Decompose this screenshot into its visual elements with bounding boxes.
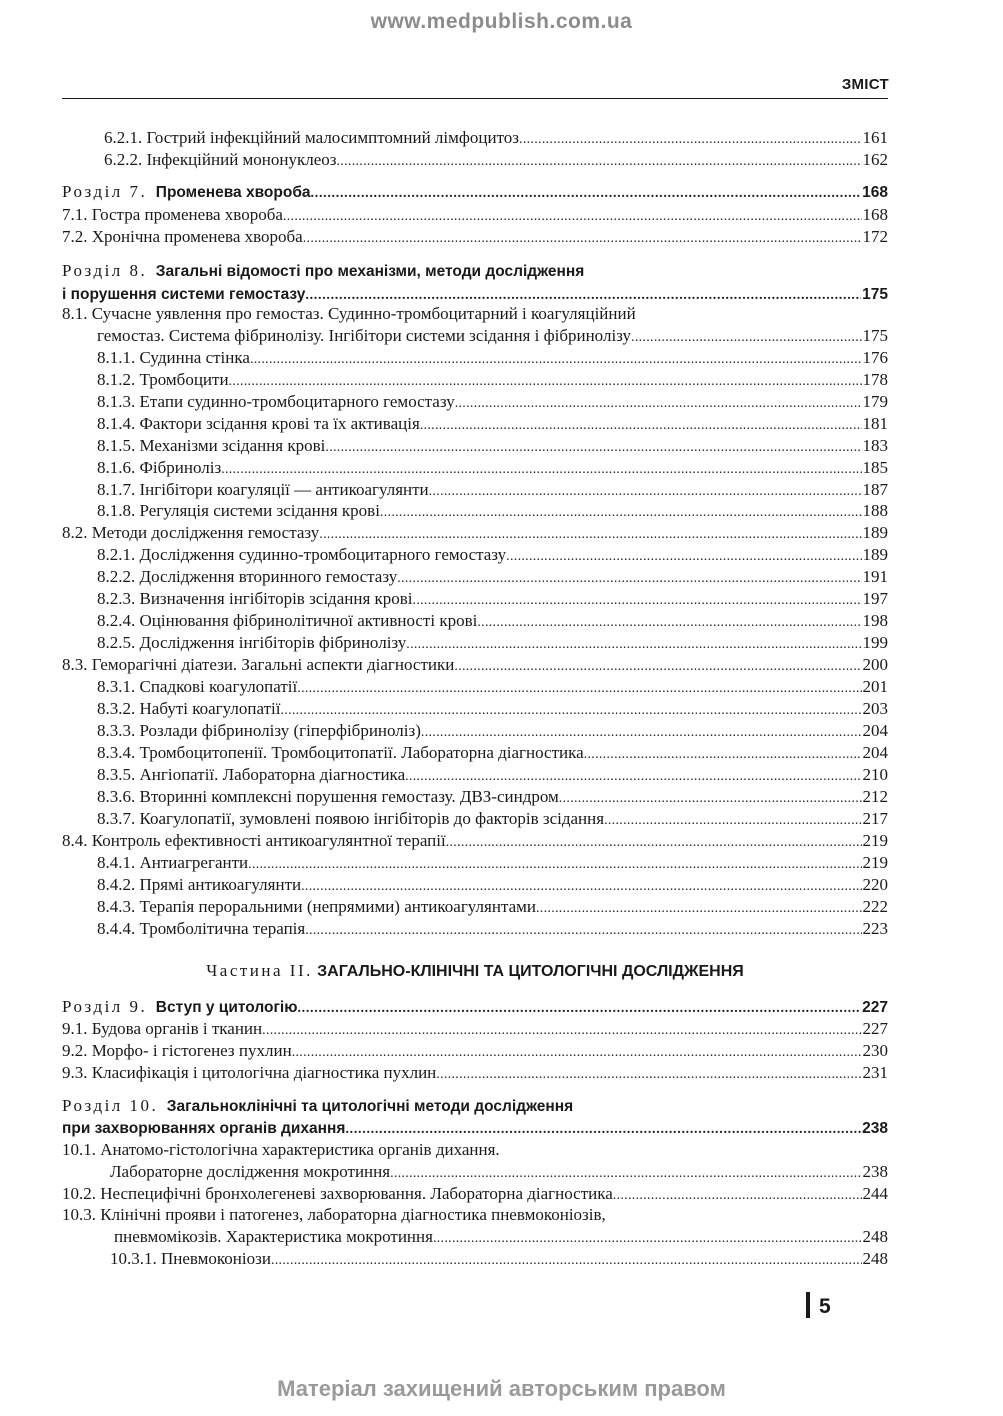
toc-entry[interactable] <box>62 588 888 610</box>
toc-entry-page: 198 <box>862 611 888 630</box>
toc-entry-page: 238 <box>862 1162 888 1181</box>
toc-entry-page: 244 <box>862 1184 888 1203</box>
toc-entry-title: 8.1.4. Фактори зсідання крові та їх активація <box>97 414 420 433</box>
section-prefix: Розділ 10. <box>62 1096 159 1115</box>
toc-entry-title: 8.1.8. Регуляція системи зсідання крові <box>97 501 380 520</box>
toc-entry-page: 248 <box>862 1249 888 1268</box>
toc-entry[interactable] <box>62 522 888 544</box>
toc-entry-page: 172 <box>862 227 888 246</box>
toc-entry[interactable] <box>62 918 888 940</box>
toc-entry-page: 219 <box>862 853 888 872</box>
section-title-cont: і порушення системи гемостазу <box>62 286 306 303</box>
toc-entry-title: 9.1. Будова органів і тканин <box>62 1019 263 1038</box>
toc-entry[interactable] <box>62 566 888 588</box>
toc-entry[interactable] <box>62 435 888 457</box>
toc-entry-page: 230 <box>862 1041 888 1060</box>
toc-entry-page: 185 <box>862 458 888 477</box>
toc-entry[interactable] <box>62 347 888 369</box>
toc-entry-page: 191 <box>862 567 888 586</box>
toc-entry-page: 201 <box>862 677 888 696</box>
toc-entry-page: 175 <box>862 286 888 303</box>
toc-entry[interactable] <box>62 764 888 786</box>
toc-entry-line2[interactable] <box>62 325 888 347</box>
toc-section-10-line2[interactable] <box>62 1117 888 1139</box>
toc-entry[interactable] <box>62 413 888 435</box>
running-header: ЗМІСТ <box>841 76 889 93</box>
toc-entry[interactable] <box>62 369 888 391</box>
toc-entry-page: 183 <box>862 436 888 455</box>
toc-entry-title: 9.2. Морфо- і гістогенез пухлин <box>62 1041 292 1060</box>
toc-entry-title: 9.3. Класифікація і цитологічна діагностика пухлин <box>62 1063 437 1082</box>
toc-entry-page: 227 <box>862 1019 888 1038</box>
toc-entry-page: 204 <box>862 721 888 740</box>
toc-entry[interactable] <box>62 226 888 248</box>
toc-entry-line2[interactable] <box>62 1226 888 1248</box>
toc-entry-page: 175 <box>862 326 888 345</box>
toc-entry-title: 8.4.4. Тромболітична терапія <box>97 919 306 938</box>
toc-entry-page: 212 <box>862 787 888 806</box>
toc-entry[interactable] <box>62 676 888 698</box>
toc-entry-title: 7.2. Хронічна променева хвороба <box>62 227 303 246</box>
toc-section-8-line2[interactable] <box>62 283 888 305</box>
toc-entry-title: 6.2.2. Інфекційний мононуклеоз <box>104 150 337 169</box>
toc-entry-title: 8.1.3. Етапи судинно-тромбоцитарного гемостазу <box>97 392 455 411</box>
toc-entry[interactable] <box>62 127 888 149</box>
toc-entry-title: 10.3.1. Пневмоконіози <box>110 1249 271 1268</box>
watermark-bottom: Матеріал захищений авторським правом <box>277 1376 726 1401</box>
section-title: Загальні відомості про механізми, методи дослідження <box>155 263 585 280</box>
section-prefix: Розділ 9. <box>62 997 148 1016</box>
toc-entry[interactable] <box>62 786 888 808</box>
toc-entry-title-cont: Лабораторне дослідження мокротиння <box>110 1162 391 1181</box>
toc-entry-title: 8.1.7. Інгібітори коагуляції — антикоагулянти <box>97 480 429 499</box>
toc-entry[interactable] <box>62 808 888 830</box>
toc-entry[interactable] <box>62 852 888 874</box>
toc-entry[interactable] <box>62 654 888 676</box>
toc-entry-title: 8.2. Методи дослідження гемостазу <box>62 523 320 542</box>
toc-entry[interactable] <box>62 479 888 501</box>
toc-entry-title: 8.3. Геморагічні діатези. Загальні аспекти діагностики <box>62 655 455 674</box>
toc-entry-page: 222 <box>862 897 888 916</box>
toc-entry-page: 189 <box>862 545 888 564</box>
toc-entry-title: 8.2.1. Дослідження судинно-тромбоцитарного гемостазу <box>97 545 507 564</box>
toc-entry-page: 220 <box>862 875 888 894</box>
toc-entry-title: 10.2. Неспецифічні бронхолегеневі захворювання. Лабораторна діагностика <box>62 1184 613 1203</box>
toc-entry-page: 219 <box>862 831 888 850</box>
toc-entry-page: 197 <box>862 589 888 608</box>
page-number-value: 5 <box>819 1295 831 1318</box>
toc-entry-title: 8.4.1. Антиагреганти <box>97 853 249 872</box>
toc-section-7[interactable] <box>62 181 888 203</box>
toc-entry[interactable] <box>62 742 888 764</box>
toc-entry-title: 10.1. Анатомо-гістологічна характеристика органів дихання. <box>62 1140 500 1159</box>
toc-entry[interactable] <box>62 830 888 852</box>
toc-entry-title: 8.1.1. Судинна стінка <box>97 348 250 367</box>
toc-entry[interactable] <box>62 874 888 896</box>
toc-entry-title: 8.2.2. Дослідження вторинного гемостазу <box>97 567 398 586</box>
part-prefix: Частина II. <box>206 961 313 980</box>
toc-entry-page: 161 <box>862 128 888 147</box>
table-of-contents <box>62 0 888 1300</box>
page-number <box>806 1292 831 1322</box>
toc-entry[interactable] <box>62 544 888 566</box>
toc-entry-page: 176 <box>862 348 888 367</box>
toc-entry[interactable] <box>62 500 888 522</box>
toc-entry-title: 6.2.1. Гострий інфекційний малосимптомний лімфоцитоз <box>104 128 520 147</box>
toc-entry-title: 8.3.3. Розлади фібринолізу (гіперфібриноліз) <box>97 721 421 740</box>
toc-entry-page: 227 <box>862 999 888 1016</box>
section-title: Променева хвороба <box>155 184 311 201</box>
toc-entry-title-cont: гемостаз. Система фібринолізу. Інгібітори системи зсідання і фібринолізу <box>97 326 632 345</box>
toc-entry-page: 231 <box>862 1063 888 1082</box>
toc-entry-title-cont: пневмомікозів. Характеристика мокротиння <box>114 1227 433 1246</box>
toc-entry-page: 203 <box>862 699 888 718</box>
toc-entry-title: 10.3. Клінічні прояви і патогенез, лабораторна діагностика пневмоконіозів, <box>62 1205 606 1224</box>
toc-entry-title: 8.2.4. Оцінювання фібринолітичної активності крові <box>97 611 478 630</box>
watermark-top: www.medpublish.com.ua <box>370 10 633 33</box>
toc-part-2[interactable] <box>62 959 888 983</box>
toc-entry-page: 248 <box>862 1227 888 1246</box>
section-prefix: Розділ 7. <box>62 182 148 201</box>
toc-entry-page: 179 <box>862 392 888 411</box>
toc-entry-title: 8.3.5. Ангіопатії. Лабораторна діагностика <box>97 765 406 784</box>
toc-entry-title: 8.1.5. Механізми зсідання крові <box>97 436 326 455</box>
toc-section-10-line1[interactable] <box>62 1095 888 1117</box>
toc-entry-page: 162 <box>862 150 888 169</box>
toc-entry[interactable] <box>62 149 888 171</box>
toc-entry-line2[interactable] <box>62 1161 888 1183</box>
toc-entry-page: 217 <box>862 809 888 828</box>
section-title: Вступ у цитологію <box>155 999 298 1016</box>
toc-entry[interactable] <box>62 698 888 720</box>
toc-entry-title: 8.1.6. Фібриноліз <box>97 458 222 477</box>
toc-entry[interactable] <box>62 204 888 226</box>
toc-entry-page: 178 <box>862 370 888 389</box>
toc-entry[interactable] <box>62 1183 888 1205</box>
toc-entry-line1[interactable] <box>62 1204 888 1226</box>
toc-entry-title: 8.3.6. Вторинні комплексні порушення гемостазу. ДВЗ-синдром <box>97 787 559 806</box>
page-number-bar <box>806 1292 810 1318</box>
toc-entry-title: 8.3.2. Набуті коагулопатії <box>97 699 281 718</box>
toc-entry-page: 187 <box>862 480 888 499</box>
toc-entry-title: 8.4.2. Прямі антикоагулянти <box>97 875 302 894</box>
toc-entry[interactable] <box>62 610 888 632</box>
toc-entry-page: 168 <box>862 184 888 201</box>
toc-entry[interactable] <box>62 1040 888 1062</box>
toc-section-9[interactable] <box>62 996 888 1018</box>
toc-entry-title: 8.2.5. Дослідження інгібіторів фібринолізу <box>97 633 407 652</box>
toc-entry[interactable] <box>62 720 888 742</box>
toc-entry-page: 189 <box>862 523 888 542</box>
toc-entry[interactable] <box>62 1248 888 1270</box>
toc-entry-title: 7.1. Гостра променева хвороба <box>62 205 283 224</box>
toc-entry-title: 8.3.1. Спадкові коагулопатії <box>97 677 298 696</box>
toc-entry[interactable] <box>62 391 888 413</box>
toc-entry-title: 8.1.2. Тромбоцити <box>97 370 229 389</box>
section-title-cont: при захворюваннях органів дихання <box>62 1120 346 1137</box>
toc-entry-title: 8.1. Сучасне уявлення про гемостаз. Судинно-тромбоцитарний і коагуляційний <box>62 304 636 323</box>
toc-entry-page: 238 <box>862 1120 888 1137</box>
toc-entry-line1[interactable] <box>62 303 888 325</box>
toc-entry[interactable] <box>62 1062 888 1084</box>
toc-entry[interactable] <box>62 1018 888 1040</box>
toc-entry[interactable] <box>62 457 888 479</box>
toc-entry-title: 8.4. Контроль ефективності антикоагулянтної терапії <box>62 831 446 850</box>
toc-entry-page: 200 <box>862 655 888 674</box>
toc-entry-title: 8.3.4. Тромбоцитопенії. Тромбоцитопатії. Лабораторна діагностика <box>97 743 584 762</box>
toc-entry-line1[interactable] <box>62 1139 888 1161</box>
section-title: Загальноклінічні та цитологічні методи дослідження <box>166 1098 574 1115</box>
toc-entry-title: 8.3.7. Коагулопатії, зумовлені появою інгібіторів до факторів зсідання <box>97 809 605 828</box>
toc-entry[interactable] <box>62 896 888 918</box>
toc-section-8-line1[interactable] <box>62 260 888 282</box>
toc-entry-page: 168 <box>862 205 888 224</box>
toc-entry-page: 181 <box>862 414 888 433</box>
toc-entry-title: 8.2.3. Визначення інгібіторів зсідання крові <box>97 589 413 608</box>
toc-entry-page: 199 <box>862 633 888 652</box>
toc-entry[interactable] <box>62 632 888 654</box>
toc-entry-title: 8.4.3. Терапія пероральними (непрямими) антикоагулянтами <box>97 897 536 916</box>
toc-entry-page: 204 <box>862 743 888 762</box>
toc-entry-page: 188 <box>862 501 888 520</box>
toc-entry-page: 210 <box>862 765 888 784</box>
section-prefix: Розділ 8. <box>62 261 148 280</box>
toc-entry-page: 223 <box>862 919 888 938</box>
part-title: ЗАГАЛЬНО-КЛІНІЧНІ ТА ЦИТОЛОГІЧНІ ДОСЛІДЖЕННЯ <box>317 963 744 980</box>
